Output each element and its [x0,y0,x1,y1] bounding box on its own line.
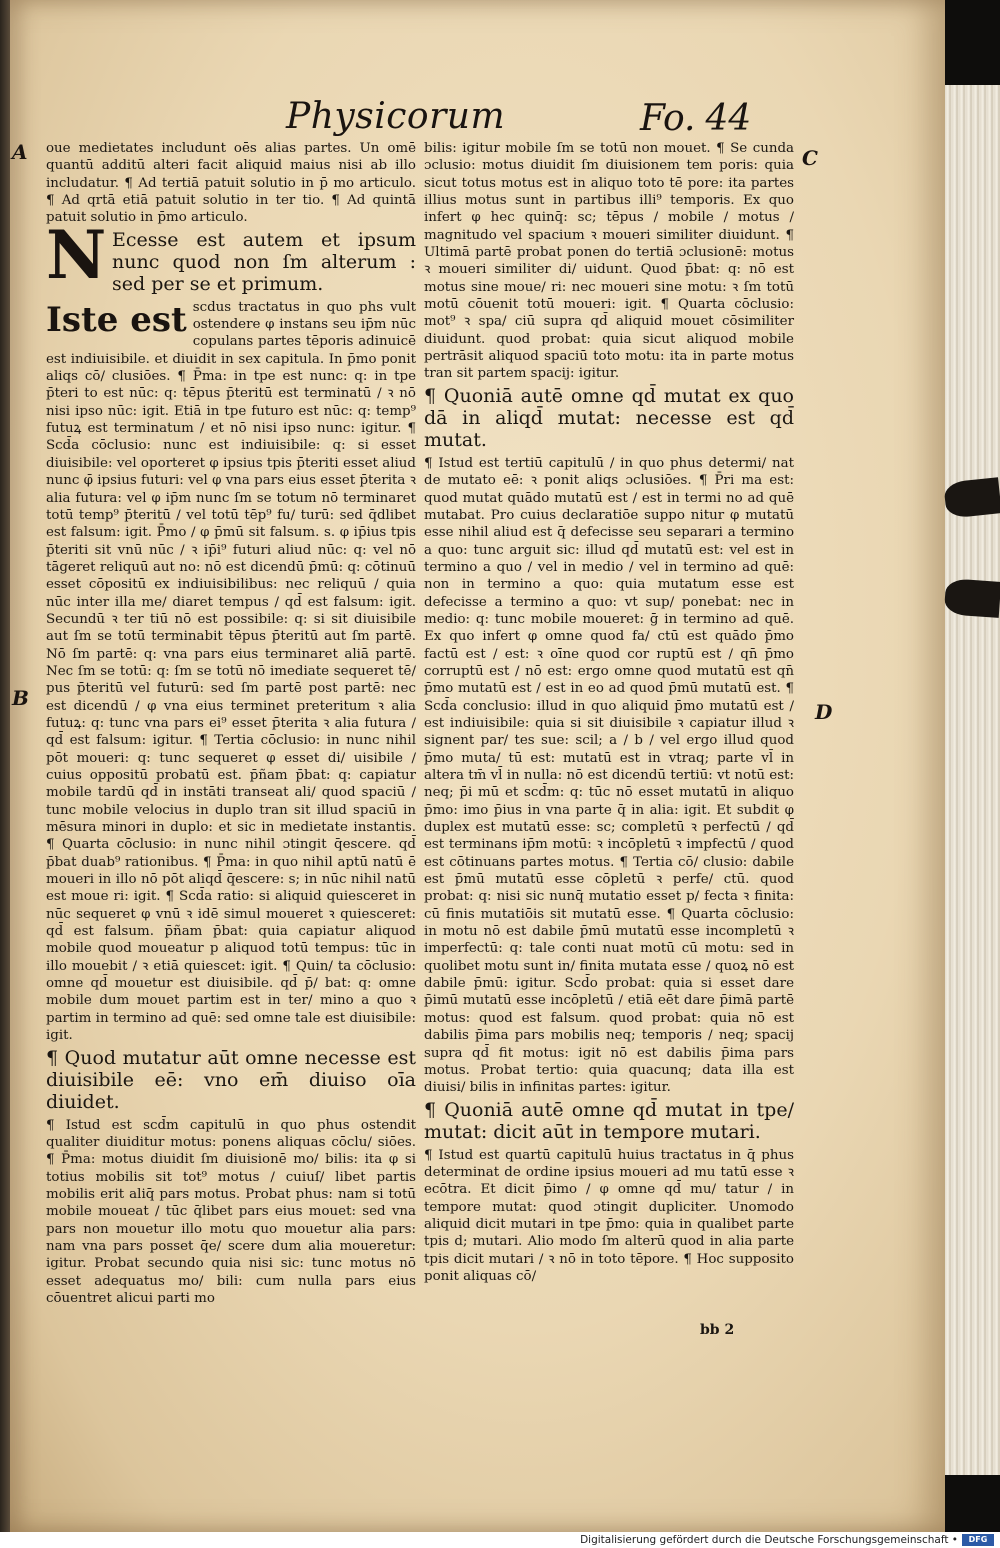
running-head: Physicorum [286,96,506,137]
book-strap-lower [944,578,1000,618]
left-column [46,140,416,1307]
drop-cap-initial: N [46,226,107,294]
book-page-edge [945,85,1000,1475]
folio-prefix: Fo. [640,98,696,139]
dfg-logo[interactable]: DFG [962,1534,994,1546]
footer-credit: Digitalisierung gefördert durch die Deutsche Forschungsgemeinschaft • [580,1534,958,1546]
lemma-4: ¶ Quoniā autē omne qd̄ mutat in tpe/ mutat: dicit aūt in tempore mutari. [424,1098,794,1143]
signature-mark: bb 2 [700,1322,735,1338]
right-paragraph-2: ¶ Istud est tertiū capitulū / in quo phus determi/ nat de mutato eē: ꝛ ponit aliqs ɔclusiōes. ¶ P̄ri ma est: quod mutat quādo mutatū est / est in termi no ad quē mutabat. Pro cuius declaratiōe suppo nitur φ mutatū esse nihil aliud est q̄ defecisse seu separari a termino a quo: tunc arguit sic: illud qd̄ mutatū est: vel est in termino a quo / vel in medio / vel in termino ad quē: non in termino a quo: quia mutatum esse est defecisse a termino a quo: vt sup/ ponebat: nec in medio: q: tunc mobile moueret: ḡ in termino ad quē. Ex quo infert φ omne quod fa/ ctū est quādo p̄mo factū est / est: ꝛ oīne quod cor ruptū est / qn̄ p̄mo corruptū est / nō est: ergo omne quod mutatū est qn̄ p̄mo mutatū est / est in eo ad quod p̄mū mutatū est. ¶ Scd̄a conclusio: illud in quo aliquid p̄mo mutatū est / est indiuisibile: quia si sit diuisibile ꝛ capiatur illud ꝛ signent par/ tes sue: scil; a / b / vel ergo illud quod p̄mo muta/ tū est: mutatū est in vtraq; parte vl̄ in altera tm̄ vl̄ in nulla: nō est dicendū tertiū: vt notū est: neq; p̄i mū et scd̄m: q: tūc nō esset mutatū in aliquo p̄mo: imo p̄ius in vna parte q̄ in alia: igit. Et subdit φ duplex est mutatū esse: sc; completū ꝛ perfectū / qd̄ est terminans ip̄m motū: ꝛ incōpletū ꝛ impfectū / quod est cōtinuans partes motus. ¶ Tertia cō/ clusio: dabile est p̄mū mutatū esse cōpletū ꝛ perfe/ ctū. quod probat: q: nisi sic nunq̄ mutatio esset p/ fecta ꝛ finita: cū finis mutatiōis sit mutatū esse. ¶ Quarta cōclusio: in motu nō est dabile p̄mū mutatū esse incompletū ꝛ imperfectū: q: tale conti nuat motū cū motu: sed in quolibet motu sunt in/ finita mutata esse / quoꝝ nō est dabile p̄mū: igitur. Scd̄o probat: quia si esset dare p̄imū mutatū esse incōpletū / etiā eēt dare p̄imā partē motus: quod est falsum. quod probat: quia nō est dabilis p̄ima pars mobilis neq; temporis / neq; spacij supra qd̄ fit motus: igit nō est dabilis p̄ima pars motus. Probat tertio: quia quacunq; data illa est diuisi/ bilis in infinitas partes: igitur. [424,455,794,1096]
right-paragraph-1: bilis: igitur mobile ſm se totū non mouet. ¶ Se cunda ɔclusio: motus diuidit ſm diuisionem tem poris: quia sicut totus motus est in aliquo toto tē pore: ita partes illius motus sunt in partibus illi⁹ temporis. Ex quo infert φ hec quinq̄: sc; tēpus / mobile / motus / magnitudo vel spacium ꝛ moueri similiter diuidunt. ¶ Ultimā partē probat ponen do tertiā ɔclusionē: motus ꝛ moueri similiter di/ uidunt. Quod p̄bat: q: nō est motus sine moue/ ri: nec moueri sine motu: ꝛ ſm totū motū cōuenit totū moueri: igit. ¶ Quarta cōclusio: mot⁹ ꝛ spa/ ciū supra qd̄ aliquid mouet cōsimiliter diuidunt. quod probat: quia sicut aliquod mobile pertrāsit aliquod spaciū toto motu: ita in parte motus tran sit partem spacij: igitur. [424,141,794,382]
lemma-3: ¶ Quoniā autē omne qd̄ mutat ex quo dā in aliqd̄ mutat: necesse est qd̄ mutat. [424,384,794,451]
folio [640,98,751,139]
margin-letter-a: A [12,140,28,164]
right-column [424,140,794,1285]
lemma-2: ¶ Quod mutatur aūt omne necesse est diuisibile eē: vno em̄ diuiso oīa diuidet. [46,1046,416,1113]
left-paragraph-1: oue medietates includunt oēs alias partes. Un omē quantū additū alteri facit aliquid maius nisi ab illo includatur. ¶ Ad tertiā patuit solutio in p̄ mo articulo. ¶ Ad qrtā etiā patuit solutio in ter tio. ¶ Ad quintā patuit solutio in p̄mo articulo. [46,141,416,226]
right-paragraph-3: ¶ Istud est quartū capitulū huius tractatus in q̄ phus determinat de ordine ipsius moueri ad mu tatū esse ꝛ ecōtra. Et dicit p̄imo / φ omne qd̄ mu/ tatur / in tempore mutat: quod ɔtingit dupliciter. Unomodo aliquid dicit mutari in tpe p̄mo: quia in qualibet parte tpis d; mutari. Alio modo ſm alterū quod in alia parte tpis dicit mutari / ꝛ nō in toto tēpore. ¶ Hoc supposito ponit aliquas cō/ [424,1147,794,1284]
margin-letter-c: C [802,146,818,170]
commentary-block-1 [46,299,416,1045]
margin-letter-d: D [815,700,833,724]
lemma-1: Ecesse est autem et ipsum nunc quod non ſm alterum : sed per se et primum. [112,228,416,295]
left-paragraph-3: ¶ Istud est scd̄m capitulū in quo phus ostendit qualiter diuiditur motus: ponens aliquas cōclu/ siōes. ¶ P̄ma: motus diuidit ſm diuisionē mo/ bilis: ita φ si totius mobilis sit tot⁹ motus / cuiuſ/ libet partis mobilis erit aliq̄ pars motus. Probat phus: nam si totū mobile moueat / tūc q̄libet pars eius mouet: sed vna pars non mouetur illo motu quo mouetur alia pars: nam vna pars posset q̄e/ scere dum alia moueretur: igitur. Probat secundo quia nisi sic: tunc motus nō esset adequatus mo/ bili: cum nulla pars eius cōuentret alicui parti mo [46,1117,416,1306]
folio-number: 44 [705,98,752,139]
margin-letter-b: B [12,686,29,710]
lemma-block-1 [46,227,416,299]
iste-est-heading: Iste est [46,299,187,340]
left-paragraph-2: scd̄us tractatus in quo phs vult ostendere φ instans seu ip̄m nūc copulans partes tēporis adinuicē est indiuisibile. et diuidit in sex capitula. In p̄mo ponit aliqs cō/ clusiōes. ¶ P̄ma: in tpe est nunc: q: in tpe p̄teri to est nūc: q: tēpus p̄teritū est terminatū / ꝛ nō nisi ipso nūc: igit. Etiā in tpe futuro est nūc: q: temp⁹ futuꝝ est terminatum / et nō nisi ipso nunc: igitur. ¶ Scd̄a cōclusio: nunc est indiuisibile: q: si esset diuisibile: vel oporteret φ ipsius tpis p̄teriti esset aliud nunc φ̄ ipsius futuri: vel φ vna pars eius esset p̄terita ꝛ alia futura: vel φ ip̄m nunc ſm se totum nō terminaret totū temp⁹ p̄teritū / vel totū tēp⁹ fu/ turū: sed q̄dlibet est falsum: igit. P̄mo / φ p̄mū sit falsum. s. φ ip̄ius tpis p̄teriti sit vnū nūc / ꝛ ip̄i⁹ futuri aliud nūc: q: vel nō tāgeret reliquū aut no: nō est dicendū p̄mū: q: cōtinuū esset cōpositū ex indiuisibilibus: nec reliquū / quia nūc inter illa me/ diaret tempus / qd̄ est falsum: igit. Secundū ꝛ ter tiū nō est possibile: q: si sit diuisibile aut ſm se totū terminabit tēpus p̄teritū aut ſm partē. Nō ſm partē: q: vna pars eius terminaret aliā partē. Nec ſm se totū: q: ſm se totū nō imediate sequeret tē/ pus p̄teritū vel futurū: sed ſm partē post partē: nec est dicendū / φ vna eius terminet preteritum ꝛ alia futuꝝ: q: tunc vna pars ei⁹ esset p̄terita ꝛ alia futura / qd̄ est falsum: igitur. ¶ Tertia cōclusio: in nunc nihil pōt moueri: q: tunc sequeret φ esset di/ uisibile / cuius oppositū probatū est. p̄ñam p̄bat: q: capiatur mobile tardū qd̄ in instāti transeat ali/ quod spaciū / tunc mobile velocius in duplo tran sit illud spaciū in mēsura minori in duplo: et sic in medietate instantis. ¶ Quarta cōclusio: in nunc nihil ɔtingit q̄escere. qd̄ p̄bat duab⁹ rationibus. ¶ P̄ma: in quo nihil aptū natū ē moueri in illo nō pōt aliqd̄ q̄escere: s; in nūc nihil natū est moue ri: igit. ¶ Scd̄a ratio: si aliquid quiesceret in nūc sequeret φ vnū ꝛ idē simul moueret ꝛ quiesceret: qd̄ est falsum. p̄ñam p̄bat: quia capiatur aliquod mobile quod moueatur p aliquod totū tempus: tūc in illo mouebit / ꝛ etiā quiescet: igit. ¶ Quin/ ta cōclusio: omne qd̄ mouetur est diuisibile. qd̄ p̄/ bat: q: omne mobile dum mouet partim est in ter/ mino a quo ꝛ partim in termino ad quē: sed omne tale est diuisibile: igit. [46,299,416,1044]
